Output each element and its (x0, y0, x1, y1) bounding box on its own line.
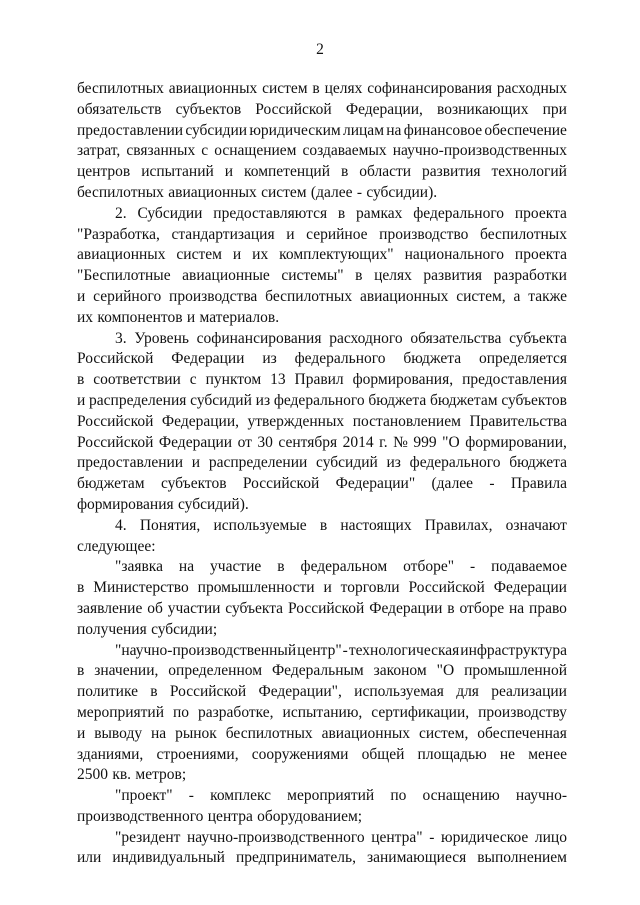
text-line: 2500 кв. метров; (77, 766, 187, 784)
text-line: в Министерство промышленности и торговли Российской Федерации (77, 579, 567, 597)
text-line: получения субсидии; (77, 620, 218, 638)
text-line: следующее: (77, 537, 156, 555)
paragraph (77, 516, 567, 558)
text-line: и серийного производства беспилотных авиационных систем, а также (77, 287, 567, 305)
text-line: обязательств субъектов Российской Федерации, возникающих при (77, 100, 567, 118)
text-line: "проект" - комплекс мероприятий по оснащению научно- (115, 787, 567, 805)
paragraph (77, 641, 567, 787)
text-line: 3. Уровень софинансирования расходного обязательства субъекта (115, 329, 567, 347)
text-line: Российской Федерации из федерального бюджета определяется (77, 350, 567, 368)
paragraph (77, 329, 567, 516)
paragraph (77, 79, 567, 204)
page-number: 2 (316, 41, 324, 58)
paragraph (77, 204, 567, 329)
text-line: центров испытаний и компетенций в области развития технологий (77, 163, 567, 181)
text-line: "Беспилотные авиационные системы" в целях развития разработки (77, 267, 567, 285)
text-line: в соответствии с пунктом 13 Правил формирования, предоставления (77, 371, 567, 389)
text-line: производственного центра оборудованием; (77, 807, 363, 825)
paragraph (77, 786, 567, 828)
text-line: зданиями, строениями, сооружениями общей площадью не менее (77, 745, 567, 763)
text-line: бюджетам субъектов Российской Федерации" (далее - Правила (77, 475, 567, 493)
text-line: предоставлении субсидии юридическим лицам на финансовое обеспечение (77, 121, 567, 139)
text-line: заявление об участии субъекта Российской Федерации в отборе на право (77, 599, 567, 617)
text-line: предоставлении и распределении субсидий из федерального бюджета (77, 454, 567, 472)
text-line: "заявка на участие в федеральном отборе" - подаваемое (115, 558, 567, 576)
text-line: в значении, определенном Федеральным законом "О промышленной (77, 662, 567, 680)
text-line: 4. Понятия, используемые в настоящих Правилах, означают (115, 516, 567, 534)
text-line: затрат, связанных с оснащением создаваемых научно-производственных (77, 142, 567, 160)
text-line: Российской Федерации, утвержденных постановлением Правительства (77, 412, 567, 430)
text-line: авиационных систем и их комплектующих" национального проекта (77, 246, 567, 264)
text-line: "Разработка, стандартизация и серийное производство беспилотных (77, 225, 567, 243)
text-line: формирования субсидий). (77, 495, 249, 513)
text-line: и распределения субсидий из федерального бюджета бюджетам субъектов (77, 391, 567, 409)
paragraph (77, 557, 567, 640)
text-line: мероприятий по разработке, испытанию, сертификации, производству (77, 703, 567, 721)
text-line: беспилотных авиационных систем в целях софинансирования расходных (77, 80, 567, 97)
text-line: беспилотных авиационных систем (далее - субсидии). (77, 183, 438, 201)
text-line: "резидент научно-производственного центра" - юридическое лицо (115, 828, 567, 846)
text-line: политике в Российской Федерации", используемая для реализации (77, 683, 567, 701)
text-line: "научно-производственный центр" - технологическая инфраструктура (115, 641, 567, 659)
text-line: Российской Федерации от 30 сентября 2014 г. № 999 "О формировании, (77, 433, 567, 451)
paragraph (77, 828, 567, 870)
text-line: и выводу на рынок беспилотных авиационных систем, обеспеченная (77, 724, 567, 742)
text-line: 2. Субсидии предоставляются в рамках федерального проекта (115, 204, 567, 222)
document-body (77, 79, 567, 869)
text-line: их компонентов и материалов. (77, 308, 280, 326)
text-line: или индивидуальный предприниматель, занимающиеся выполнением (77, 849, 567, 867)
